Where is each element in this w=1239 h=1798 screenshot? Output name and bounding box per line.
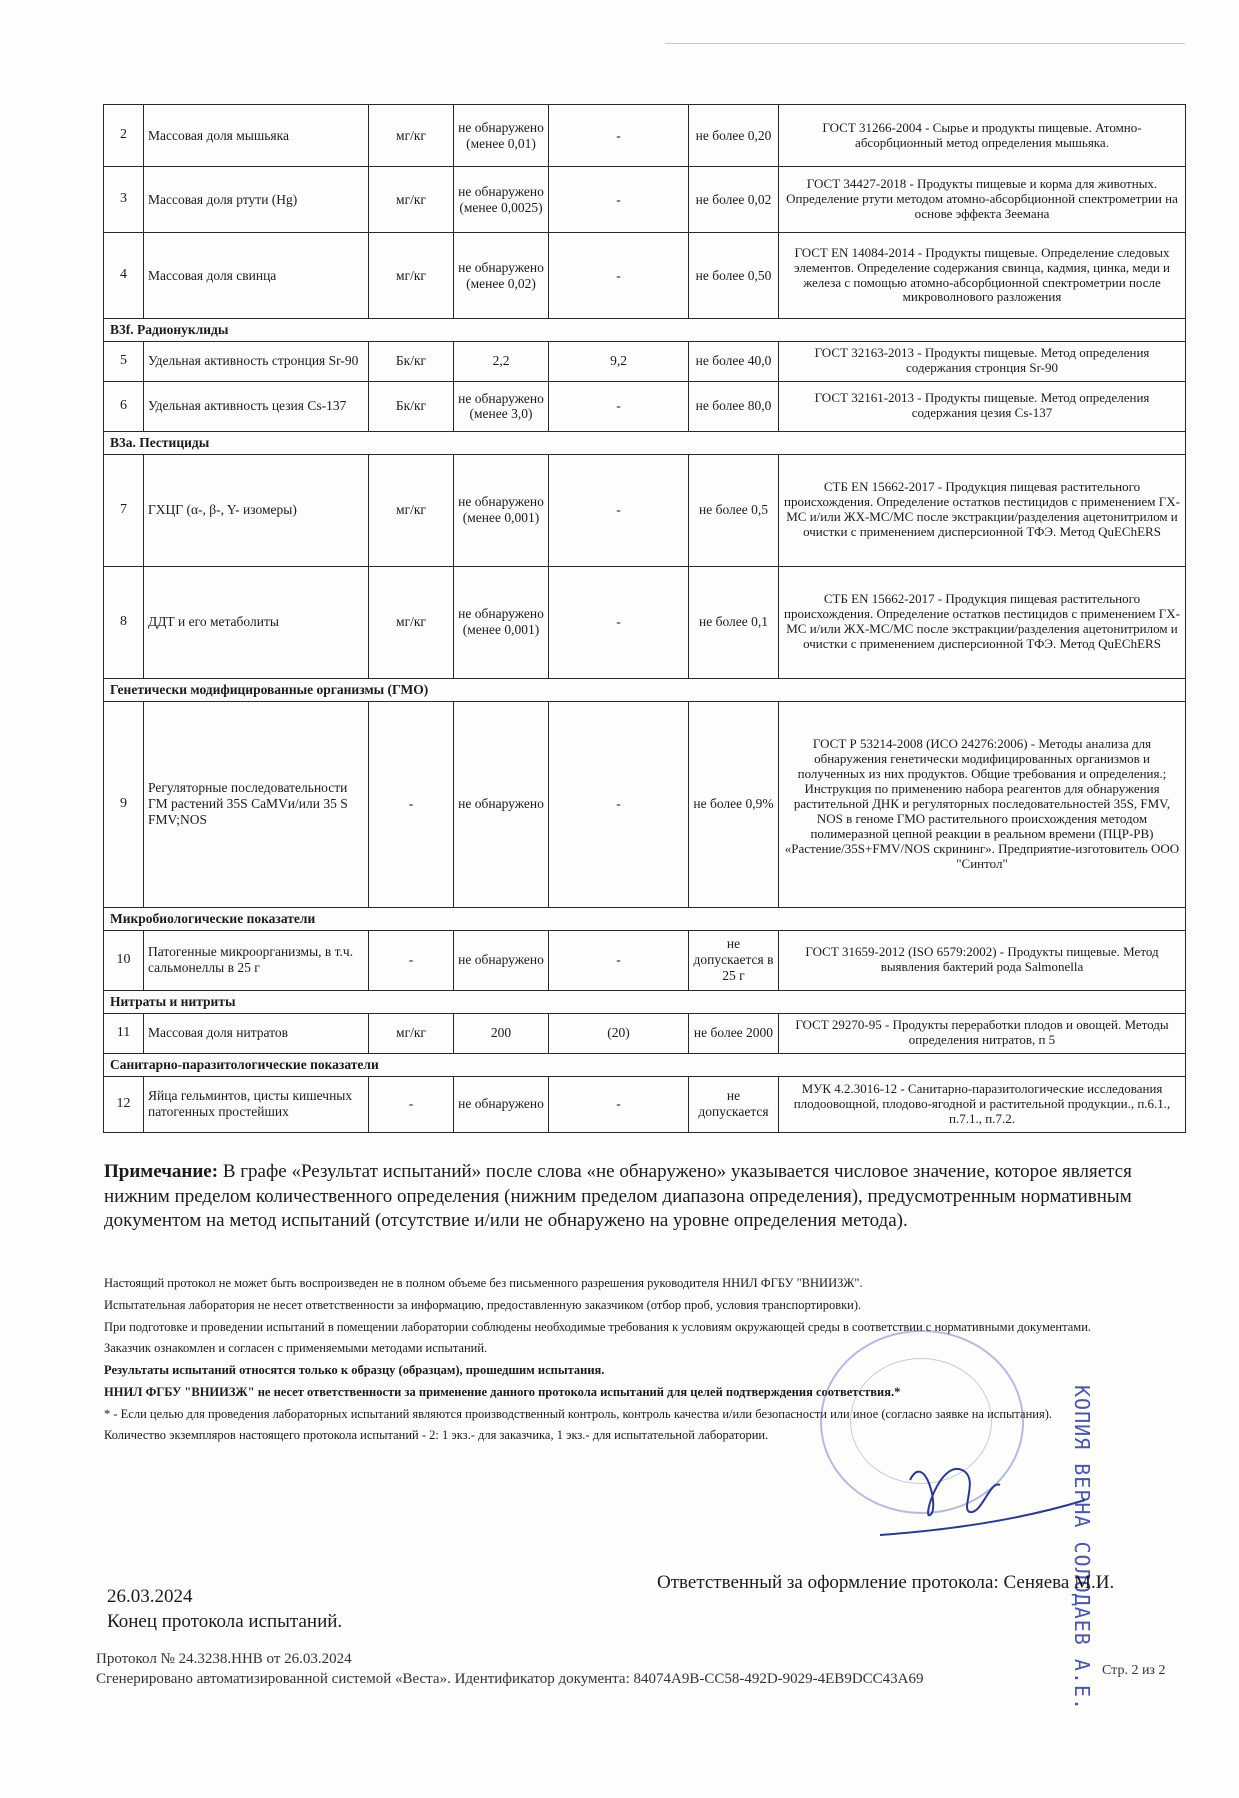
section-title: В3а. Пестициды — [104, 431, 1186, 454]
section-row — [104, 907, 1186, 930]
test-method: СТБ EN 15662-2017 - Продукция пищевая растительного происхождения. Определение остатков пестицидов с применением ГХ-МС и/или ЖХ-МС/МС после экстракции/разделения ацетонитрилом и очистки с применением дисперсионной ТФЭ. Метод QuEChERS — [779, 566, 1186, 678]
norm-value: не более 0,20 — [689, 105, 779, 167]
protocol-date: 26.03.2024 — [107, 1586, 193, 1607]
table-row — [104, 233, 1186, 319]
uncertainty: - — [549, 454, 689, 566]
test-result: не обнаружено (менее 3,0) — [454, 381, 549, 431]
unit: мг/кг — [369, 566, 454, 678]
disclaimer-line: При подготовке и проведении испытаний в помещении лаборатории соблюдены необходимые требования к условиям окружающей среды в соответствии с нормативными документами. — [104, 1319, 1092, 1334]
footer — [96, 1650, 924, 1689]
row-number: 8 — [104, 566, 144, 678]
uncertainty: - — [549, 233, 689, 319]
test-method: ГОСТ 32161-2013 - Продукты пищевые. Метод определения содержания цезия Cs-137 — [779, 381, 1186, 431]
norm-value: не допускается — [689, 1076, 779, 1132]
section-title: Генетически модифицированные организмы (ГМО) — [104, 678, 1186, 701]
section-row — [104, 1053, 1186, 1076]
table-row — [104, 341, 1186, 381]
norm-value: не более 80,0 — [689, 381, 779, 431]
unit: мг/кг — [369, 233, 454, 319]
test-method: ГОСТ 34427-2018 - Продукты пищевые и корма для животных. Определение ртути методом атомно-абсорбционной спектрометрии на основе эффекта Зеемана — [779, 167, 1186, 233]
indicator-name: ДДТ и его метаболиты — [144, 566, 369, 678]
table-row — [104, 1013, 1186, 1053]
section-row — [104, 990, 1186, 1013]
indicator-name: Удельная активность стронция Sr-90 — [144, 341, 369, 381]
test-method: ГОСТ 32163-2013 - Продукты пищевые. Метод определения содержания стронция Sr-90 — [779, 341, 1186, 381]
disclaimer-line: ННИЛ ФГБУ "ВНИИЗЖ" не несет ответственности за применение данного протокола испытаний для целей подтверждения соответствия.* — [104, 1384, 901, 1399]
row-number: 6 — [104, 381, 144, 431]
note-text: В графе «Результат испытаний» после слова «не обнаружено» указывается числовое значение, которое является нижним пределом количественного определения (нижним пределом диапазона определения), предусмотренным нормативным документом на метод испытаний (отсутствие и/или не обнаружено на уровне определения метода). — [104, 1161, 1132, 1232]
indicator-name: Регуляторные последовательности ГМ растений 35S CaMVи/или 35 S FMV;NOS — [144, 701, 369, 907]
uncertainty: - — [549, 167, 689, 233]
row-number: 2 — [104, 105, 144, 167]
table-row — [104, 930, 1186, 990]
norm-value: не более 0,50 — [689, 233, 779, 319]
row-number: 7 — [104, 454, 144, 566]
test-result: 2,2 — [454, 341, 549, 381]
unit: Бк/кг — [369, 381, 454, 431]
test-method: СТБ EN 15662-2017 - Продукция пищевая растительного происхождения. Определение остатков пестицидов с применением ГХ-МС и/или ЖХ-МС/МС после экстракции/разделения ацетонитрилом и очистки с применением дисперсионной ТФЭ. Метод QuEChERS — [779, 454, 1186, 566]
norm-value: не более 0,5 — [689, 454, 779, 566]
section-title: Санитарно-паразитологические показатели — [104, 1053, 1186, 1076]
uncertainty: - — [549, 381, 689, 431]
test-result: не обнаружено (менее 0,001) — [454, 566, 549, 678]
test-result: не обнаружено — [454, 930, 549, 990]
row-number: 12 — [104, 1076, 144, 1132]
responsible-person: Ответственный за оформление протокола: Сеняева М.И. — [657, 1572, 1115, 1593]
table-row — [104, 454, 1186, 566]
section-row — [104, 319, 1186, 342]
table-row — [104, 381, 1186, 431]
uncertainty: - — [549, 1076, 689, 1132]
uncertainty: - — [549, 566, 689, 678]
section-title: Нитраты и нитриты — [104, 990, 1186, 1013]
unit: - — [369, 1076, 454, 1132]
test-result: не обнаружено (менее 0,01) — [454, 105, 549, 167]
test-result: не обнаружено — [454, 701, 549, 907]
disclaimer-line: * - Если целью для проведения лабораторных испытаний являются производственный контроль, контроль качества и/или безопасности или иное (согласно заявке на испытания). — [104, 1406, 1053, 1421]
table-row — [104, 167, 1186, 233]
signature — [870, 1440, 1090, 1550]
test-method: ГОСТ 31266-2004 - Сырье и продукты пищевые. Атомно-абсорбционный метод определения мышьяка. — [779, 105, 1186, 167]
test-result: не обнаружено (менее 0,02) — [454, 233, 549, 319]
indicator-name: Массовая доля мышьяка — [144, 105, 369, 167]
unit: мг/кг — [369, 1013, 454, 1053]
unit: мг/кг — [369, 105, 454, 167]
section-row — [104, 431, 1186, 454]
indicator-name: Удельная активность цезия Cs-137 — [144, 381, 369, 431]
indicator-name: Массовая доля свинца — [144, 233, 369, 319]
results-table — [103, 104, 1186, 1133]
row-number: 11 — [104, 1013, 144, 1053]
test-method: ГОСТ 31659-2012 (ISO 6579:2002) - Продукты пищевые. Метод выявления бактерий рода Salmonella — [779, 930, 1186, 990]
table-row — [104, 105, 1186, 167]
row-number: 10 — [104, 930, 144, 990]
unit: - — [369, 701, 454, 907]
uncertainty: - — [549, 930, 689, 990]
test-method: ГОСТ EN 14084-2014 - Продукты пищевые. Определение следовых элементов. Определение содержания свинца, кадмия, цинка, меди и железа с помощью атомно-абсорбционной спектрометрии после микроволнового разложения — [779, 233, 1186, 319]
test-result: не обнаружено (менее 0,0025) — [454, 167, 549, 233]
disclaimer-line: Испытательная лаборатория не несет ответственности за информацию, предоставленную заказчиком (отбор проб, условия транспортировки). — [104, 1297, 862, 1312]
test-method: ГОСТ 29270-95 - Продукты переработки плодов и овощей. Методы определения нитратов, п 5 — [779, 1013, 1186, 1053]
table-row — [104, 1076, 1186, 1132]
footer-generated: Сгенерировано автоматизированной системой «Веста». Идентификатор документа: 84074A9B-CC58-492D-9029-4EB9DCC43A69 — [96, 1670, 924, 1687]
top-rule — [665, 43, 1185, 44]
indicator-name: Патогенные микроорганизмы, в т.ч. сальмонеллы в 25 г — [144, 930, 369, 990]
norm-value: не более 0,1 — [689, 566, 779, 678]
test-result: 200 — [454, 1013, 549, 1053]
note-label: Примечание: — [104, 1161, 219, 1182]
norm-value: не более 2000 — [689, 1013, 779, 1053]
norm-value: не более 40,0 — [689, 341, 779, 381]
date-block — [107, 1585, 342, 1634]
test-result: не обнаружено (менее 0,001) — [454, 454, 549, 566]
section-title: В3f. Радионуклиды — [104, 319, 1186, 342]
indicator-name: Яйца гельминтов, цисты кишечных патогенных простейших — [144, 1076, 369, 1132]
unit: - — [369, 930, 454, 990]
unit: мг/кг — [369, 454, 454, 566]
row-number: 3 — [104, 167, 144, 233]
footer-protocol-number: Протокол № 24.3238.ННВ от 26.03.2024 — [96, 1651, 352, 1667]
table-row — [104, 566, 1186, 678]
indicator-name: Массовая доля нитратов — [144, 1013, 369, 1053]
unit: Бк/кг — [369, 341, 454, 381]
disclaimer-line: Заказчик ознакомлен и согласен с применяемыми методами испытаний. — [104, 1341, 488, 1356]
row-number: 4 — [104, 233, 144, 319]
unit: мг/кг — [369, 167, 454, 233]
end-of-protocol: Конец протокола испытаний. — [107, 1610, 343, 1632]
uncertainty: - — [549, 701, 689, 907]
norm-value: не допускается в 25 г — [689, 930, 779, 990]
test-result: не обнаружено — [454, 1076, 549, 1132]
disclaimer-line: Настоящий протокол не может быть воспроизведен не в полном объеме без письменного разрешения руководителя ННИЛ ФГБУ "ВНИИЗЖ". — [104, 1276, 863, 1290]
uncertainty: - — [549, 105, 689, 167]
test-method: ГОСТ Р 53214-2008 (ИСО 24276:2006) - Методы анализа для обнаружения генетически модифицированных организмов и полученных из них продуктов. Общие требования и определения.; Инструкция по применению набора реагентов для обнаружения растительной ДНК и регуляторных последовательностей 35S, FMV, NOS в геноме ГМО растительного происхождения методом полимеразной цепной реакции в реальном времени (ПЦР-РВ) «Растение/35S+FMV/NOS скрининг». Предприятие-изготовитель ООО "Синтол" — [779, 701, 1186, 907]
note — [104, 1160, 1184, 1234]
test-method: МУК 4.2.3016-12 - Санитарно-паразитологические исследования плодоовощной, плодово-ягодной и растительной продукции., п.6.1., п.7.1., п.7.2. — [779, 1076, 1186, 1132]
indicator-name: ГХЦГ (α-, β-, Υ- изомеры) — [144, 454, 369, 566]
uncertainty: 9,2 — [549, 341, 689, 381]
indicator-name: Массовая доля ртути (Hg) — [144, 167, 369, 233]
section-row — [104, 678, 1186, 701]
disclaimer-line: Результаты испытаний относятся только к образцу (образцам), прошедшим испытания. — [104, 1363, 605, 1377]
section-title: Микробиологические показатели — [104, 907, 1186, 930]
uncertainty: (20) — [549, 1013, 689, 1053]
norm-value: не более 0,02 — [689, 167, 779, 233]
row-number: 9 — [104, 701, 144, 907]
copy-certified-stamp: КОПИЯ ВЕРНА СОЛОДАЕВ А.Е. — [1070, 1385, 1094, 1712]
page-number: Стр. 2 из 2 — [1102, 1663, 1166, 1678]
disclaimer-line: Количество экземпляров настоящего протокола испытаний - 2: 1 экз.- для заказчика, 1 экз.- для испытательной лаборатории. — [104, 1428, 769, 1443]
norm-value: не более 0,9% — [689, 701, 779, 907]
table-row — [104, 701, 1186, 907]
row-number: 5 — [104, 341, 144, 381]
